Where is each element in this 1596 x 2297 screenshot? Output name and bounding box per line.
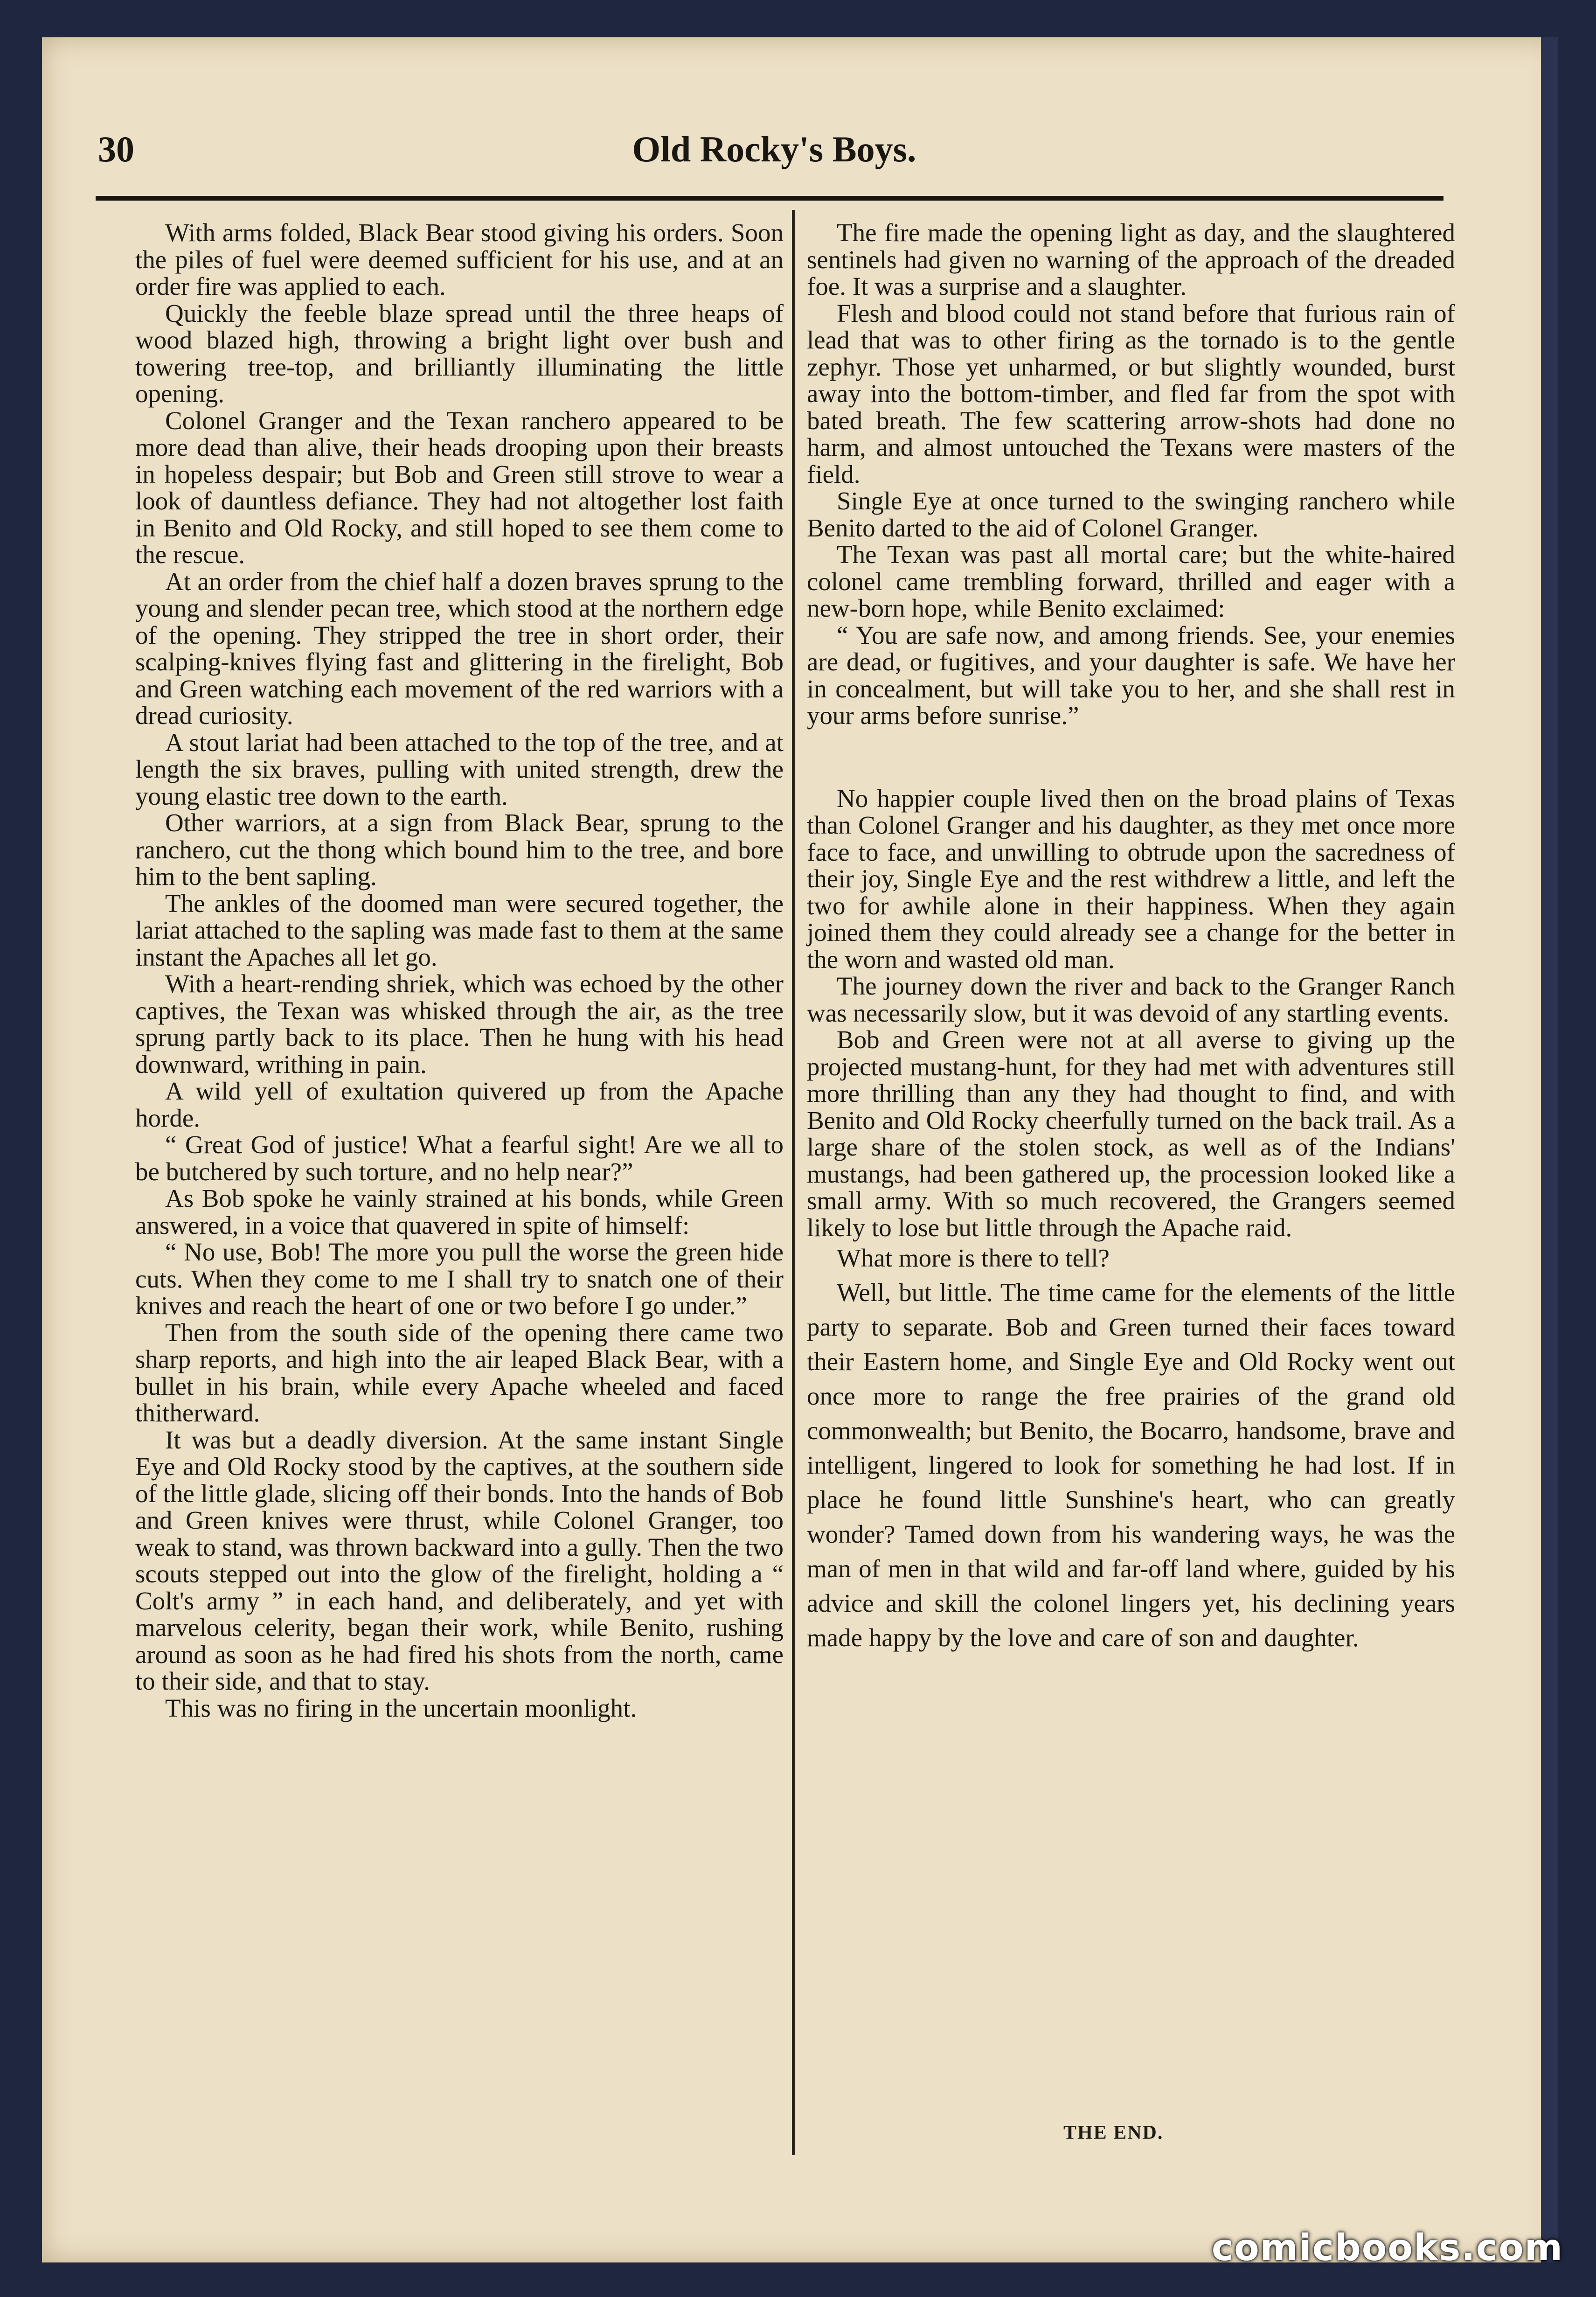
paragraph: The Texan was past all mortal care; but the white-haired colonel came trembling forward, thrilled and eager with a new-born hope, while Benito exclaimed: <box>807 540 1455 622</box>
paragraph: “ You are safe now, and among friends. See, your enemies are dead, or fugitives, and your daughter is safe. We have her in concealment, but will take you to her, and she shall rest in your arms before sunrise.” <box>807 620 1455 730</box>
right-column <box>807 219 1455 1655</box>
watermark: comicbooks.com <box>1211 2227 1563 2269</box>
paragraph: At an order from the chief half a dozen braves sprung to the young and slender pecan tree, which stood at the northern edge of the opening. They stripped the tree in short order, their scalping-knives flying fast and glittering in the firelight, Bob and Green watching each movement of the red warriors with a dread curiosity. <box>135 567 784 730</box>
left-column <box>135 219 784 1721</box>
page-header <box>98 105 1450 175</box>
paragraph: “ No use, Bob! The more you pull the worse the green hide cuts. When they come to me I shall try to snatch one of their knives and reach the heart of one or two before I go under.” <box>135 1238 784 1320</box>
paragraph: With a heart-rending shriek, which was echoed by the other captives, the Texan was whisked through the air, as the tree sprung partly back to its place. Then he hung with his head downward, writhing in pain. <box>135 969 784 1079</box>
paragraph: The journey down the river and back to the Granger Ranch was necessarily slow, but it was devoid of any startling events. <box>807 972 1455 1027</box>
header-rule <box>96 196 1443 201</box>
paragraph: Single Eye at once turned to the swinging ranchero while Benito darted to the aid of Colonel Granger. <box>807 487 1455 542</box>
paragraph: Other warriors, at a sign from Black Bear, sprung to the ranchero, cut the thong which bound him to the tree, and bore him to the bent sapling. <box>135 808 784 891</box>
paragraph: With arms folded, Black Bear stood giving his orders. Soon the piles of fuel were deemed sufficient for his use, and at an order fire was applied to each. <box>135 218 784 300</box>
paragraph: This was no firing in the uncertain moonlight. <box>165 1693 637 1722</box>
paragraph: As Bob spoke he vainly strained at his bonds, while Green answered, in a voice that quavered in spite of himself: <box>135 1184 784 1239</box>
paragraph: Flesh and blood could not stand before that furious rain of lead that was to other firing as the tornado is to the gentle zephyr. Those yet unharmed, or but slightly wounded, burst away into the bottom-timber, and fled far from the spot with bated breath. The few scattering arrow-shots had done no harm, and almost untouched the Texans were masters of the field. <box>807 299 1455 488</box>
the-end-label: THE END. <box>1063 2122 1164 2144</box>
running-title: Old Rocky's Boys. <box>632 129 916 169</box>
paragraph: The fire made the opening light as day, and the slaughtered sentinels had given no warning of the approach of the dreaded foe. It was a surprise and a slaughter. <box>807 218 1455 300</box>
paragraph: It was but a deadly diversion. At the same instant Single Eye and Old Rocky stood by the captives, at the southern side of the little glade, slicing off their bonds. Into the hands of Bob and Green knives were thrust, while Colonel Granger, too weak to stand, was thrown backward into a gully. Then the two scouts stepped out into the glow of the firelight, holding a “ Colt's army ” in each hand, and deliberately, and yet with marvelous celerity, began their work, while Benito, rushing around as soon as he had fired his shots from the north, came to their side, and that to stay. <box>135 1425 784 1695</box>
paragraph: Then from the south side of the opening there came two sharp reports, and high into the air leaped Black Bear, with a bullet in his brain, while every Apache wheeled and faced thitherward. <box>135 1318 784 1427</box>
paragraph: Colonel Granger and the Texan ranchero appeared to be more dead than alive, their heads drooping upon their breasts in hopeless despair; but Bob and Green still strove to wear a look of dauntless defiance. They had not altogether lost faith in Benito and Old Rocky, and still hoped to see them come to the rescue. <box>135 406 784 569</box>
paragraph: “ Great God of justice! What a fearful sight! Are we all to be butchered by such torture, and no help near?” <box>135 1130 784 1186</box>
section-break <box>807 729 1455 785</box>
paragraph: A wild yell of exultation quivered up from the Apache horde. <box>135 1077 784 1132</box>
column-divider <box>792 210 795 2155</box>
paragraph: Well, but little. The time came for the elements of the little party to separate. Bob and Green turned their faces toward their Eastern home, and Single Eye and Old Rocky went out once more to range the free prairies of the grand old commonwealth; but Benito, the Bocarro, handsome, brave and intelligent, lingered to look for something he had lost. If in place he found little Sunshine's heart, who can greatly wonder? Tamed down from his wandering ways, he was the man of men in that wild and far-off land where, guided by his advice and skill the colonel lingers yet, his declining years made happy by the love and care of son and daughter. <box>807 1278 1455 1652</box>
paragraph: No happier couple lived then on the broad plains of Texas than Colonel Granger and his daughter, as they met once more face to face, and unwilling to obtrude upon the sacredness of their joy, Single Eye and the rest withdrew a little, and left the two for awhile alone in their happiness. When they again joined them they could already see a change for the better in the worn and wasted old man. <box>807 784 1455 974</box>
book-spine <box>1541 37 1558 2262</box>
paragraph: A stout lariat had been attached to the top of the tree, and at length the six braves, pulling with united strength, drew the young elastic tree down to the earth. <box>135 728 784 810</box>
paragraph: Bob and Green were not at all averse to giving up the projected mustang-hunt, for they had met with adventures still more thrilling than any they had thought to find, and with Benito and Old Rocky cheerfully turned on the back trail. As a large share of the stolen stock, as well as of the Indians' mustangs, had been gathered up, the procession looked like a small army. With so much recovered, the Grangers seemed likely to lose but little through the Apache raid. <box>807 1025 1455 1242</box>
paragraph: Quickly the feeble blaze spread until the three heaps of wood blazed high, throwing a bright light over bush and towering tree-top, and brilliantly illuminating the little opening. <box>135 299 784 408</box>
paragraph: What more is there to tell? <box>837 1244 1110 1272</box>
page-number: 30 <box>98 129 134 169</box>
paragraph: The ankles of the doomed man were secured together, the lariat attached to the sapling was made fast to them at the same instant the Apaches all let go. <box>135 889 784 971</box>
